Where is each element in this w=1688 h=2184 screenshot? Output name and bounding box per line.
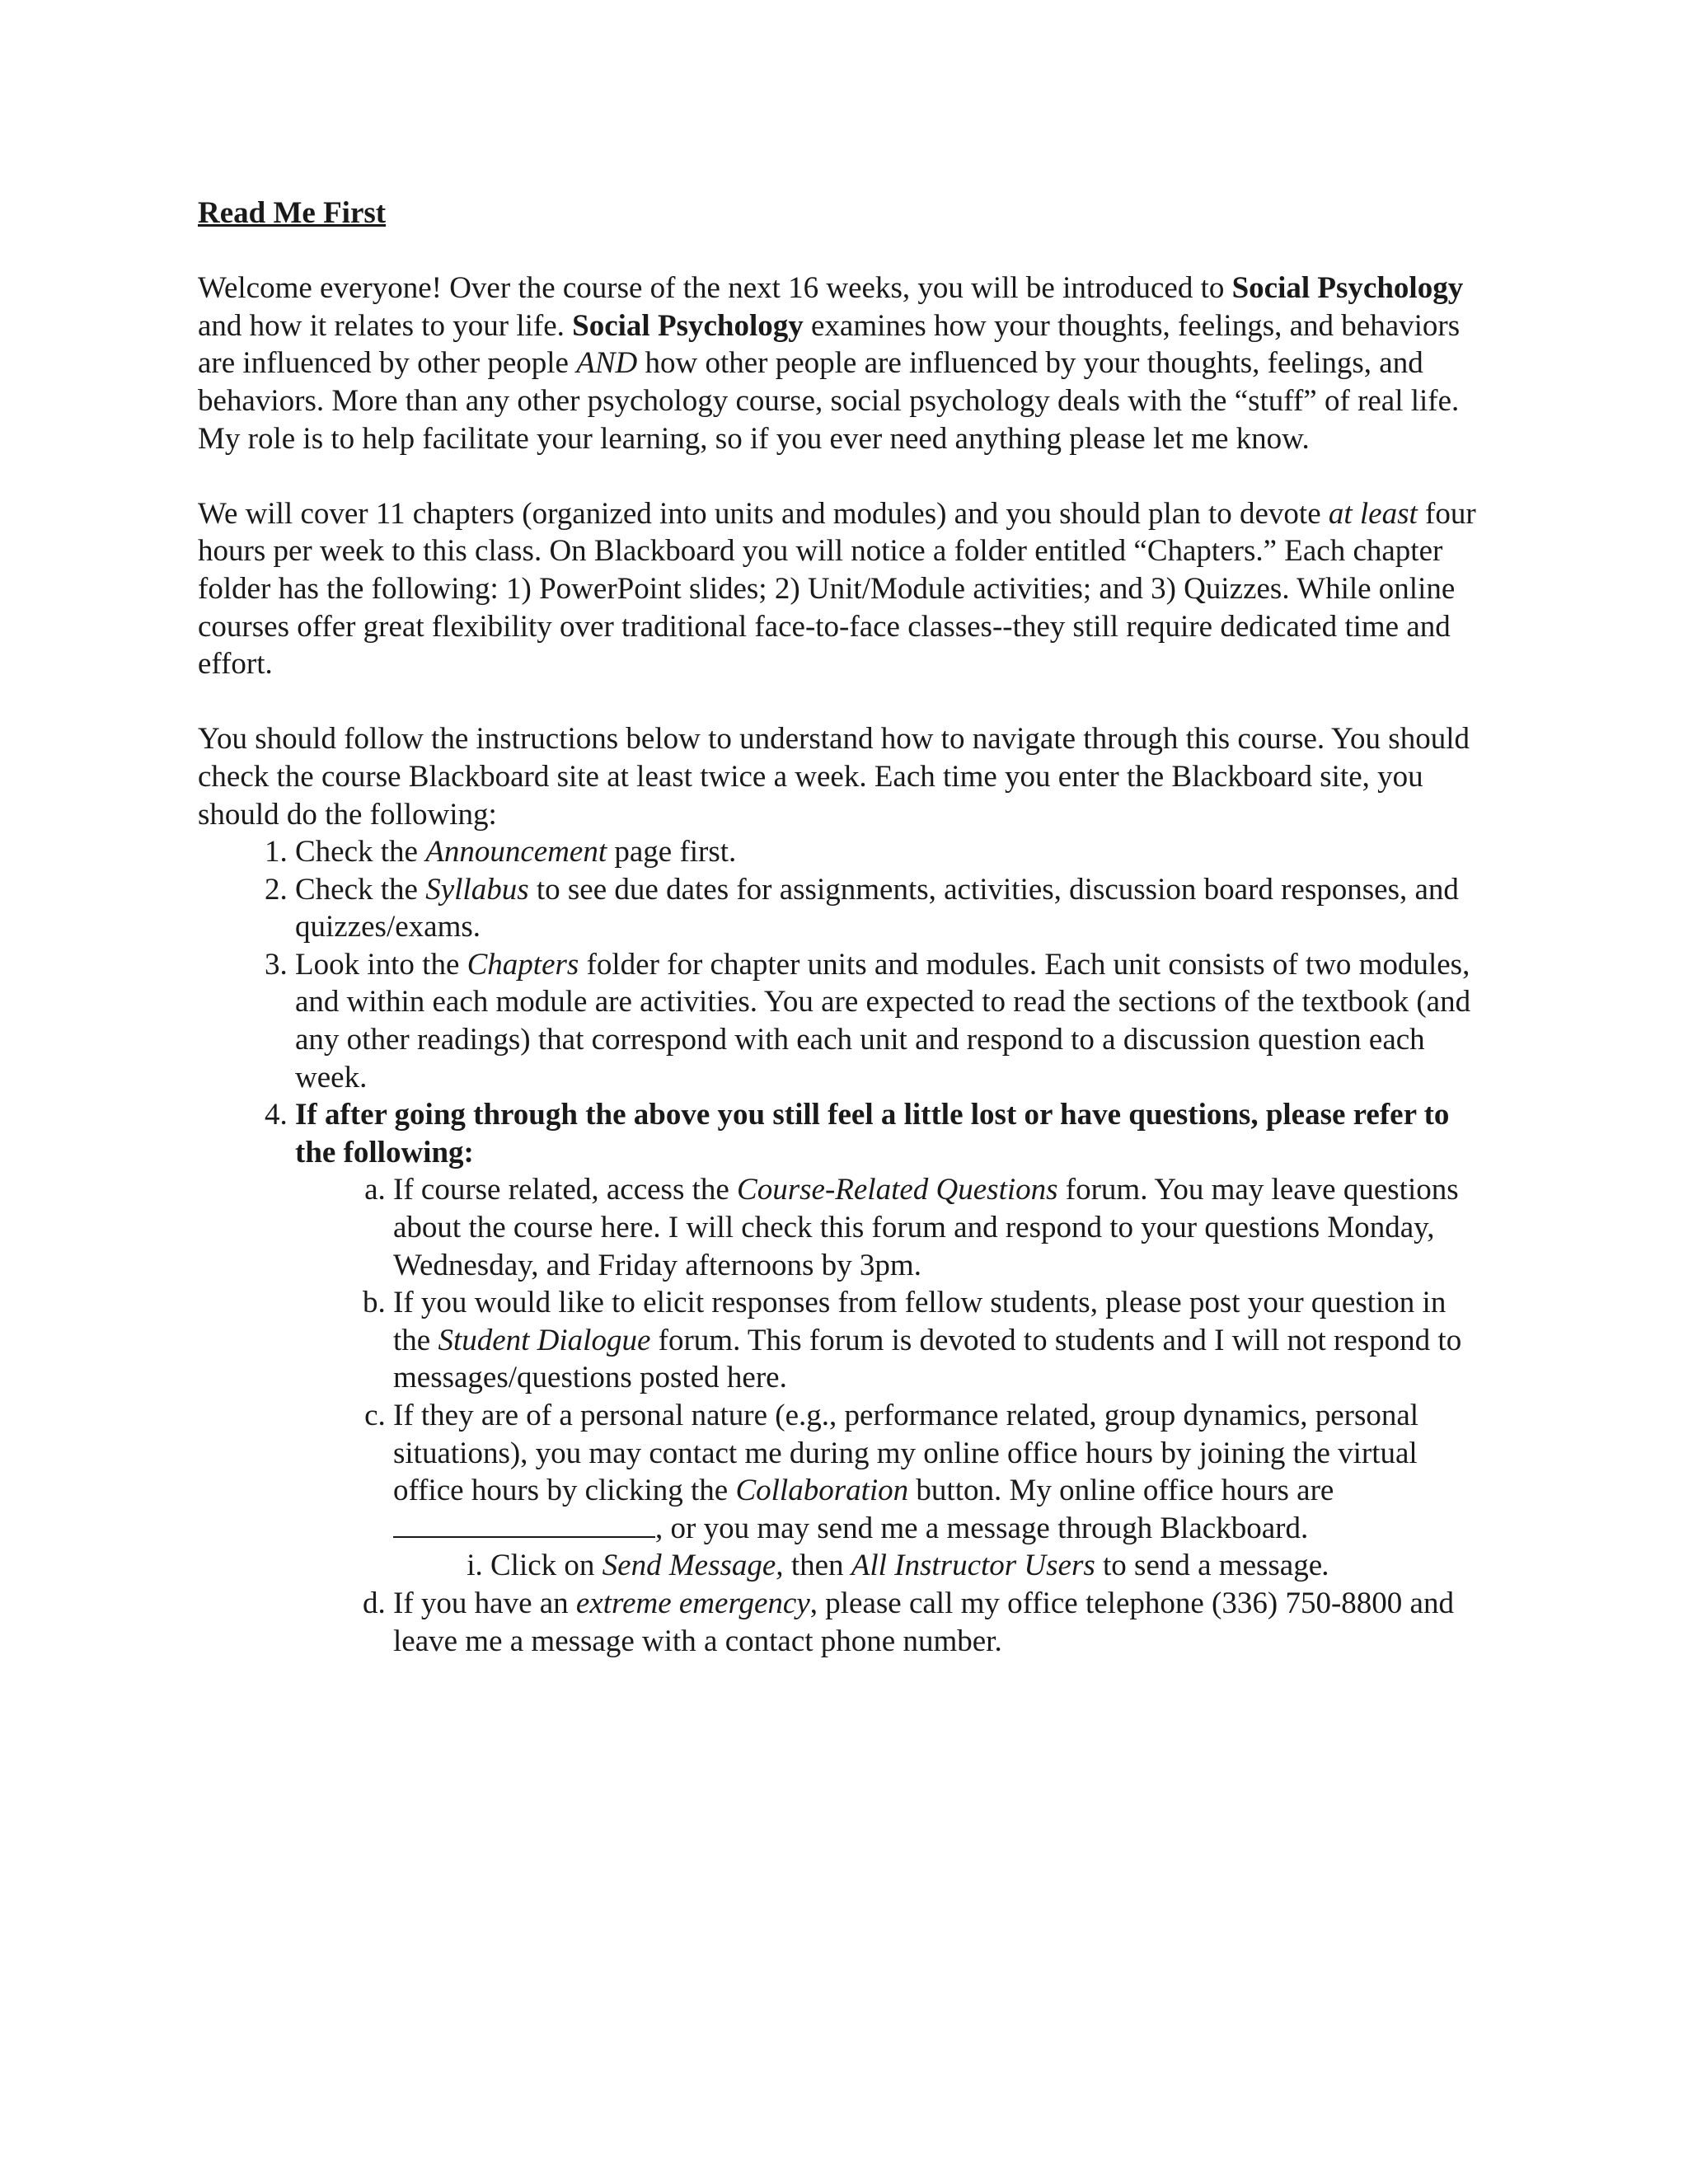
- list-item: d. If you have an extreme emergency, please call my office telephone (336) 750-8800 and leave me a message with a contact phone number.: [393, 1585, 1484, 1660]
- list-item: a. If course related, access the Course-Related Questions forum. You may leave questions about the course here. I will check this forum and respond to your questions Monday, Wednesday, and Friday afternoons by 3pm.: [393, 1171, 1484, 1284]
- list-item: c. If they are of a personal nature (e.g., performance related, group dynamics, personal situations), you may contact me during my online office hours by joining the virtual office hours by clicking the Collaboration button. My online office hours are , or you may send me a message through Blackboard. i. Click on Send Message, then All Instructor Users to send a message.: [393, 1397, 1484, 1585]
- list-item: i. Click on Send Message, then All Instructor Users to send a message.: [490, 1547, 1484, 1585]
- instruction-list: [198, 833, 1484, 1660]
- intro-paragraph-instructions: You should follow the instructions below to understand how to navigate through this course. You should check the course Blackboard site at least twice a week. Each time you enter the Blackboard site, you should do the following:: [198, 722, 1470, 832]
- list-item: 1. Check the Announcement page first.: [295, 833, 1484, 871]
- document-page: [198, 194, 1484, 1660]
- office-hours-blank: [393, 1511, 655, 1538]
- help-options-list: [295, 1171, 1484, 1660]
- page-title: Read Me First: [198, 196, 387, 230]
- list-item: 2. Check the Syllabus to see due dates for assignments, activities, discussion board responses, and quizzes/exams.: [295, 871, 1484, 946]
- list-item: 3. Look into the Chapters folder for chapter units and modules. Each unit consists of two modules, and within each module are activities. You are expected to read the sections of the textbook (and any other readings) that correspond with each unit and respond to a discussion question each week.: [295, 946, 1484, 1096]
- list-item: b. If you would like to elicit responses from fellow students, please post your question in the Student Dialogue forum. This forum is devoted to students and I will not respond to messages/questions posted here.: [393, 1284, 1484, 1397]
- message-instructions-list: [393, 1547, 1484, 1585]
- intro-paragraph-welcome: Welcome everyone! Over the course of the next 16 weeks, you will be introduced to Social Psychology and how it relates to your life. Social Psychology examines how your thoughts, feelings, and behaviors are influenced by other people AND how other people are influenced by your thoughts, feelings, and behaviors. More than any other psychology course, social psychology deals with the “stuff” of real life. My role is to help facilitate your learning, so if you ever need anything please let me know.: [198, 271, 1464, 456]
- intro-paragraph-chapters: We will cover 11 chapters (organized into units and modules) and you should plan to devote at least four hours per week to this class. On Blackboard you will notice a folder entitled “Chapters.” Each chapter folder has the following: 1) PowerPoint slides; 2) Unit/Module activities; and 3) Quizzes. While online courses offer great flexibility over traditional face-to-face classes--they still require dedicated time and effort.: [198, 496, 1476, 682]
- list-item: 4. If after going through the above you still feel a little lost or have questions, please refer to the following: a. If course related, access the Course-Related Questions forum. You may leave questions about the course here. I will check this forum and respond to your questions Monday, Wednesday, and Friday afternoons by 3pm. b. If you would like to elicit responses from fellow students, please post your question in the Student Dialogue forum. This forum is devoted to students and I will not respond to messages/questions posted here. c. If they are of a personal nature (e.g., performance related, group dynamics, personal situations), you may contact me during my online office hours by joining the virtual office hours by clicking the Collaboration button. My online office hours are , or you may send me a message through Blackboard. i. Click on Send Message, then All Instructor Users to send a message. d. If you have an extreme emergency, please call my office telephone (336) 750-8800 and leave me a message with a contact phone number.: [295, 1096, 1484, 1660]
